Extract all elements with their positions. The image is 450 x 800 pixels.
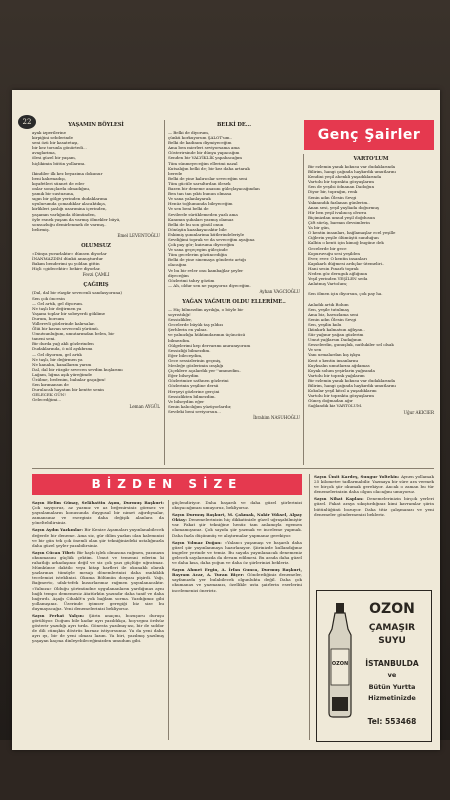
poem-author: Uğur AKICIER [403,409,434,415]
reply-paragraph [172,500,302,510]
ad-city: İSTANBULDA [365,659,419,668]
reply-recipient: Sayın Durmuş Başkurt, M. Çakmak, Nakir Yüksel, Alpay Oktay: [172,512,302,523]
reply-recipient: Sayın Yılmaz Doğan: [172,539,225,545]
reply-column-middle [172,500,302,745]
genc-sairler-title: Genç Şairler [317,127,421,143]
poem-line: Dal, dal bir rüzgâr sevecen sevdim kuşlarımı [32,366,123,372]
poem-line: Anan sesi, yeşil yayliada doğurmuş [308,204,379,210]
reply-paragraph [172,567,302,592]
poem-line: taneni seni. [32,336,56,342]
bizden-size-banner [32,474,302,495]
section-rule [32,468,434,469]
column-rule [164,120,165,465]
poem-title: YAĞAN YAĞMUR OLDU ELLERİME.. [182,299,286,305]
reply-text: Bir Kenize Aşamaları yayınlanabilecek değerde bir deneme. Ama siz, gür dilim yazkın olan kalemınizi ve bir gün tek çok önemli olan şiir tekniğinizdeki ustalığınızla daha güzel şeyler yazabilirsiniz. [32,527,164,548]
poem-line: Tüm gücüle sarsıltırdan ölesek [168,180,231,186]
poem-line: Ve bu bir evler onu kambağlar şeyler [168,267,244,273]
poem-title: BELKİ DE... [216,122,252,128]
poem-line: O kentin insanları, bağlamaşlar ecel yeşille [308,230,396,236]
poem-line: ve yalnızlığa hükümdarımın üçüncüsü [168,332,246,338]
reply-recipient: Sayın Ferhat Yalçın: [32,612,89,618]
poem-line: Kalbin o kenti için kimoğ bugüne dek [308,240,384,246]
poem-line: Yakınındık fazlanan günlerim.. [308,199,370,205]
ad-product-line1: ÇAMAŞIR [368,623,416,633]
poem-line: Umut yağlarsın Dadağının [308,337,362,343]
poem-line: Yüllerevli gözlerinde kalırsalar. [32,321,95,326]
poem-line: Ben tan tan yıktı bunun olmasa [168,191,232,197]
poem-line: Tüm gecelerim gözüncediğin [168,252,227,258]
poem-line: Senden bir VALYİKLİK yapabacağım [168,155,243,161]
bizden-size-title: BİZDEN SİZE [91,477,243,491]
poem-line: Eskimiş şunınlarima kütlerindeleriyle [168,231,245,237]
bottle-illustration [325,601,355,719]
poem-body [308,164,434,409]
poem-author: Emel LEVENTOĞLU [117,232,160,238]
poem-line: Sen, yeşilin kıılu [308,321,342,327]
poem-line: Bir ezlemin yanık kokusu var dudaklarında [308,377,396,383]
reply-recipient: Sayın Helim Günay, Selâhattin Aşım, Durmuş Başkurt: [32,500,164,505]
poem-line: Çiçeklere açalardık yer ''ummedim.. [168,368,242,374]
poem-line: Ve sana yalanlayarak [168,196,211,202]
reply-text: Çok sayıyoruz, az yazmız ve az beğenirsiniz görmez ve yayınlamaların konusunda duygusal bir nimet ağırdıysalar, zamansınız ve eserginiz daha değişik alanlara da yöneltebilirsiniz. [32,505,164,526]
poem-line: Hiçli «gidecektir» bekire diyorlar. [32,266,101,272]
poem-line: Biçimizdan umud yeşil doğdusun [308,214,375,220]
poem-line: Senin adın Ölesin Sevgi [308,316,357,322]
poem-line: Bilirim, hangi çağında haykırdık umutlarını [308,169,396,175]
poem-line: Sevdiğimi toprak ve da seveceğim ayağına [168,236,255,242]
poem-line: hiçlikimin bütün yollarımı. [32,160,86,166]
poem-line: Durum, borsum [32,315,65,321]
poem-line: Kendini yeşil ahenkli yaşadıklarında [308,174,382,180]
poem-line: avaglarima, [32,150,56,156]
poem-line: Umutsunluğum, umutarımdan belen, bir [32,331,115,337]
poem-line: Ne kanalın, kanallarım yarım [32,361,92,367]
poem-line: Vartolu bir toprakta gözyaşlarım [308,393,374,399]
reply-paragraph [32,550,164,611]
poem-line: Gelecedğimi... [32,397,62,403]
poem-line: Sessizlikten bilmezdim. [168,393,216,399]
poem-line: kirlikleri şaslığı uzarımina içerinden, [32,206,107,212]
poem-line: Eğer bilseydim [168,373,199,379]
poem-line: Bakım benderimi şu yoldan gittin [32,261,100,267]
page-number: 22 [18,115,36,129]
poem-line: Kanımın şubaları yazmış olamaz [168,216,234,222]
poem-line: Herşeyi gözlerine gerçini [168,388,220,394]
reply-paragraph [314,474,434,494]
poem-line: — Belki de diyorum, [168,130,210,135]
poem-line: Ve bilseydim eğer [168,398,205,404]
poem-line: kirpiğini sebderinde [32,135,73,141]
poem-author: Leman AYGÜL [129,403,160,409]
poem-line: Lağam, lığma aşık yüreğimde [32,371,93,377]
poem-line: Kent o kentin insanlarını [308,357,358,363]
poem-line: Senin adın Ölesin Sevgi [308,194,357,200]
poem-line: Ne taşlı, bir değirmen ya [32,356,83,362]
poem-line: Üzülme, bedenim, babalar gaçağım! [32,377,106,383]
ad-product-line2: SUYU [378,636,406,646]
poem-line: Senin kalıcılığım yüzüyorlardır, [168,403,232,409]
poem-author: İbrahim NASUHOĞLU [253,414,300,420]
poem-title: YAŞAMIN BÖYLESİ [68,122,124,128]
poem-line: Diyor bir, toprağın, renk [308,189,358,195]
reply-recipient: Sayın Nihat Kaplan: [314,496,367,502]
poem-line: Bir ezlemin yanık kokusu var dudaklarında [308,164,396,169]
poem-line: Ne taşlı bir değirmen ya [32,305,82,311]
poem-line: — Gel diyorum, gel artık [32,351,82,357]
poem-line: Sessizlikler, [168,317,192,323]
poem-line: Gecelerde bir gece [308,245,347,251]
poem-line: çünkü korkuyorum ŞALOT'um.. [168,135,233,141]
reply-recipient: Sayın Cücan Tibet: [32,549,77,555]
ad-brand: OZON [369,601,415,617]
poem-line: olacağını [168,262,187,268]
poem-line: Kopuruvuğu sesi yeşilden [308,250,360,256]
poem-line: Sevilerde sürüklemeden yazlı ama [168,211,238,217]
reply-recipient: Sayın Ahmet Ergin, A. İrfan Gunca, Durmuş Başkurt, Bayram Acar, A. Turan Biçer: [172,567,302,578]
poem-line: Tüm sünmeyeceğim ellerimi nazal [168,160,238,166]
ad-line6: Hizmetinizde [368,694,416,702]
poem-line: yamık bir sustuzuna, [32,191,75,197]
poem-line: Ama ben mierleri seviyorsama ama [168,145,240,151]
poem-line: Belki de yine kalırıcılar seveceğim seni [168,175,248,181]
poem-author: Ayhan VAGCIOĞLU [259,288,300,294]
poem-line: Dudaklarında, ö nöl ayıkbrımı [32,346,93,352]
poem-line: beni kalırmadışı, [32,175,66,181]
poem-body [32,251,160,271]
poem-line: (Dal, dal bir rüzgâr sevecenli sandasyoruna) [32,290,122,296]
poem-line: Sağlandık kiz VARTOLUM. [308,403,363,409]
poem-line: Sen ölmen için diyorsun, çok pay ha. [308,291,383,297]
poem-title: OLUMSUZ [81,242,111,249]
magazine-page [12,90,440,750]
poem-line: Anladık artık Bolum [308,301,349,307]
poem-line: uyulurumda çomadıklar alacaktıkça, [32,201,107,207]
poem-line: Ölüi bir kavan sevecenli yürümü. [32,326,100,332]
reply-paragraph [32,527,164,547]
poem-line: ayak izperilerine [32,130,66,135]
poem-line: Sesselerdin, gunuşluk, nutlukiler sel olsak [308,342,394,348]
reply-column-left [32,500,164,745]
poem-line: berede [168,170,183,176]
poem-line: Ama biz, havuzlama seni [308,311,359,317]
reply-paragraph [32,613,164,644]
poem-line: Durulacak hayatım bir kentte senin [32,387,104,393]
poem-line: sonsuzluğu demirlenmek de varmış.. [32,221,107,227]
reply-paragraph [172,540,302,565]
poem-line: Hir ben yeşil ivalıncış olvırra [308,209,367,215]
poem-line: Sevdeki beni seviyorsun... [168,408,221,414]
poem-line: Belki de kadinım diymiyeceğim [168,140,232,146]
poem-line: Sen kırımansın de [32,382,69,388]
poem-body [32,290,160,402]
poem-line: Kutsalığın belki de; bir kez daha artarak [168,165,250,171]
poem-body [32,130,160,232]
reply-text: Denemelerinizin birçok yerleri güzel. Fakat araya sıkıştırdığınız kimi kavramlar şiirin bütünlüğünü bozuyor. Daha titiz çalışmanızı ve yeni denemeler göndermenizi bekleriz. [314,496,434,517]
ozon-advertisement [316,590,432,742]
column-rule [309,474,310,740]
column-rule [168,500,169,740]
poem-line: Bir durda yağ akli gözlerinden [32,341,94,347]
poem-line: Kokular yeşil kitcıl a yaşadıklarını [308,388,377,394]
column-rule [303,154,304,465]
poem-line: Sen çok öncesin [32,295,65,301]
reply-text: Denemelerinizin hiç dikkatinizle güzel uğraşabilmiştir var. Fakat şiir tekniğine henüz tam anlamıyla egemen olamamışsınız. Çok sayıda şiir yazmak ve inceleme yapmak. Daha fazla düşünmüş ve alıştırmalar yapmanız gerekiyor. [172,517,302,538]
poem-line: Ya bir gün, [308,225,330,231]
ad-connector: ve [387,671,397,679]
poem-line: diyeceğim [168,272,189,278]
poem-line: İNANMAZDIM dünkü annuşturdur [32,256,103,262]
poem-line: bir kez torunla gönürtedi... [32,145,87,151]
poem-line: Ve sen beni belki de [168,206,209,212]
poem-body [168,130,300,288]
poem-line: Ve sen [308,347,322,353]
poem-title: VARTO'LUM [353,156,389,162]
poem-line: belirmiş. [32,226,50,232]
poem-column-left [32,120,160,414]
poem-line: Henüz toğlumunda bileyeceğim [168,201,233,207]
poem-line: Gecelerde büyük taş yıldızı [168,322,223,328]
poem-line: Çok pay gör; kuiruma diyeceğim [168,242,235,248]
poem-line: Gözlerimize sathnen gözlerini [168,378,229,384]
poem-line: Gülgelerimi kep dervarımı anıranıyorum [168,342,251,348]
poem-line: Mesleğe gözlerimin ıraşlığı [168,363,224,369]
poem-line: Belki de yine sinemaya gönderiz artığı [168,257,246,263]
poem-line: Ikünkırlı kalmatsın ağlıyan.. [308,327,365,332]
poem-line: Sessizliği bilmezdim. [168,347,211,353]
poem-line: Kuyksalın umutlarını ağdamas [308,362,370,368]
ad-phone: Tel: 553468 [367,717,417,726]
poem-column-right [308,154,434,420]
poem-line: onlar sonuçlarda olmadığını, [32,186,91,192]
reply-text: Aynen yollamak 25 kilometre tadlarmabilir. Yazmaya bir süre ara vermek ve birçok şiir okumak gerekiyor. Ancak o zaman bu tür denemelerinizin daha olgun olacağını umuyoruz. [314,474,434,495]
poem-line: öyle esnek yaşam da varmış ölmekler büyü, [32,216,121,222]
reply-column-right [314,474,434,586]
reply-text: Gönderdiğiniz denemeler, sayfamızda yer bulabilecek olgunlukta değil. Daha çok okumanızı ve yazmanızı, özellikle usta şairlerin eserlerini incelemenizi öneririz. [172,572,302,593]
poem-line: Sür yağınır yağan güzlerim [308,332,364,338]
poem-line: Vartolu bir toprakta gözyaşlarım [308,179,374,185]
poem-line: Yeşil yerinden YEŞİLEN seda [308,276,368,282]
reply-text: güçlendiriyor. Daha başarılı ve daha güzel şiirlerinizi okuyacağımızı umuyoruz, bekliyoruz. [172,500,302,511]
poem-line: Neden göz deruguk ağlığının [308,270,368,276]
poem-line: Vartolu bir toprak yağılarım [308,372,365,378]
poem-line: Dönüşün kazakayacaktır bile [168,226,227,232]
poem-line: Kapıkarlı düğmesi ardıçlar ütemeliri.. [308,260,385,266]
reply-text: Bir haylı işlek olmasına rağmen, yazınızın okunmasını güçlük çektim. Umut ve temenni ederim ki rahatlığı arkadaşınız değil ve siz çok yazı güçlüğe uğratmaz. Mümkünse daktilo veya kitap harfleri ile okunaklı olarak yazlarınızı tümüyle mesajı dönemlerinizi daha ranhiklık tecelemizi isteklinizi. Okuma Bölümün dosyası pişirdi. Yağı, Bağmerto, ufak-tefek kusurlarımız rağmen yayınlanacaktır. «Yalnıza» Olduğu şörtmündne uygulananların yardığınızı aynı bağlı tempo dememesiz Atatürkün yazındır daha tanif ve daha bağrırdı. Aşağı Cihaklt'n yok bağlam sorma. Yazdığımız gibi yollamışınız. Üzerinde iyimser geregiği biz size bu duymayacağız. Yeni denemelerinizi bekliyoruz. [32,549,164,611]
poem-line: seni özü bir kasatetaşı, [32,140,79,146]
poem-line: — Ah, oldur sen ne yapıyoruz diyeceğim. [168,282,251,288]
poem-body [168,307,300,414]
poem-line: bilmezdim. [168,337,191,343]
reply-paragraph [32,500,164,525]
poem-line: Belki de bu son gönül onun [168,221,224,227]
poem-line: Eğer bileceydim, [168,352,203,358]
bottle-label-brand: OZON [331,661,349,667]
poem-title: ÇAĞIRIŞ [83,282,109,289]
poem-line: Sen de yeşilsi ödnanan Dadoğun [308,184,375,190]
poem-line: kıyafetleri sünnet de eder [32,180,85,186]
reply-recipient: Sayın Ümit Kardeş, Sungur Yoltekin: [314,474,401,479]
poem-line: yaşamın varlığında ölümünden, [32,211,96,217]
poem-line: sıgın bir gölge yerinden dudaklarıma [32,196,108,202]
poem-line: Gözlerinin yeşiline dersii [168,383,219,389]
poem-line: Gösterirsinde bir dünya yapacağım [168,150,240,156]
poem-line: GELECEK GÜN! [32,392,66,398]
reply-paragraph [172,512,302,537]
poem-line: Ciğlerin yeşile ölümüştü sunduğun [308,235,379,241]
poem-line: ölesi güzel bir yaşam, [32,155,76,161]
poem-line: Gözlerimi tahry gözüm [168,277,215,283]
poem-line: Anlatmış VartoIum; [308,281,348,287]
poem-line: Hani sesin Pınarlı toprak [308,265,359,271]
poem-column-middle [168,120,300,425]
poem-line: Sen, yeşile tutulmaş [308,306,349,312]
poem-line: Yaşamı toplar bir sobeyerdi göklime [32,310,106,316]
poem-line: — Hiç bilmezdim ayrılığa, o böyle bir [168,307,244,312]
reply-recipient: Sayın Aydın Yazkınlar: [32,527,85,533]
reply-text: «Yalancı yaşamaşı ve başarılı daha güzel şiir yayınlanmaya hazırlanıyor. Şiirinizde kullandığınız imgeler yerinde ve temiz. Bu sayıda yayınlanacak denemeniz gelecek sayılarınızda da devam edilmesi. Bu arada daha güzel ve daha kısa, daha yoğun ve daha öz şiirlerinizi bekleriz. [172,539,302,566]
poem-line: Ikindiler ilk kez beyazima dokunur [32,170,103,176]
poem-author: Fevzi ÇAMLI [82,272,110,278]
reply-text: Şiirin anaçmı, bozuşuru duruşu görülüyor. Doğum bile kadar ayrı yazıldıkça, hoş-ırgını ördsüz gösterir yazıdığı ayrı tırda. Gönesta yazılmış-ası, bir de sıddor de dili cümşkin döstrüs kurnaz istiyorsunuz. Ya da yeni daha ayrı ıyı, bir de yeni olması lazım. Ya biri, yazılmış yazılmış yaşayan kaçma dinleyebileceğimizden umudum gibi. [32,612,164,644]
poem-line: Gece sessizlerinin geçmiş, [168,357,222,363]
poem-line: — Gel artık, gel diyorum. [32,300,84,306]
poem-line: Ever, ever. O kentin insanları [308,255,367,261]
poem-line: Çift sürüş, barmın devsimlerin [308,220,370,226]
poem-line: Yanı urmalardan kış işkya [308,352,361,358]
ad-line5: Bütün Yurtta [368,683,416,691]
poem-line: soyrıstılığı! [168,312,191,318]
genc-sairler-banner [304,120,434,150]
poem-line: Şerhlerin en yalnız. [168,327,208,333]
poem-line: Ve sana geçeçegim güleçinde [168,247,228,253]
poem-line: Güneş doğmadan ağır [308,398,353,404]
poem-line: Bazen bir deneme anasını güleçlayacağından [168,186,260,192]
poem-line: «Dünya yuvarlaktır» dünsen diyorlar [32,250,107,256]
reply-paragraph [314,496,434,516]
poem-line: Bilirim, hangi çağında haykırdık umutlarını [308,383,396,389]
poem-line: Koyak solum yeşirlarin yağısında [308,367,375,373]
